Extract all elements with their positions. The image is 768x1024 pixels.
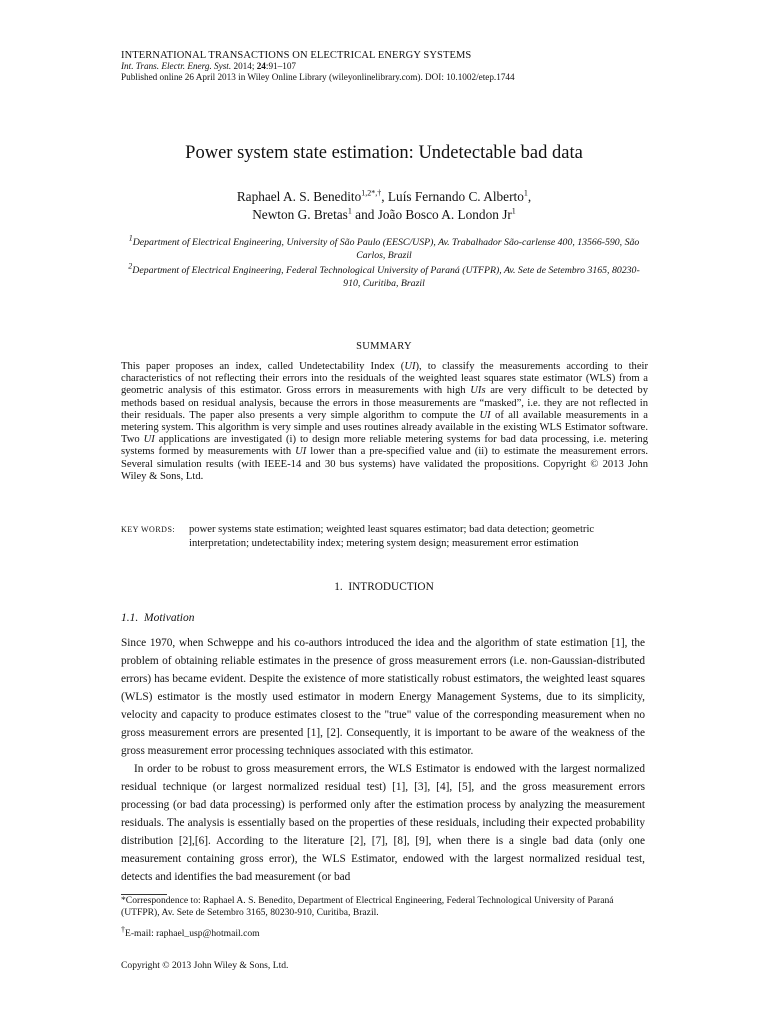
author-conjunction: and (351, 207, 378, 222)
author-affiliation-marker: 1 (511, 206, 516, 216)
section-heading: 1. INTRODUCTION (334, 581, 434, 593)
abstract-fragment: of all available measurements in a metering system. This algorithm is very simple and uses routines already available in the existing WLS Estimator software. Two (121, 409, 649, 446)
abstract-fragment: lower than a pre-specified value and (ii) to estimate the measurement errors. Several simulation results (with IEEE-14 and 30 bus systems) have validated the propositions. Copyright © 2013 John Wiley & Sons, Ltd. (121, 446, 648, 482)
affiliation-marker: 1 (128, 233, 133, 243)
author-affiliation-marker: 1,2*,† (361, 188, 382, 198)
citation-journal: Int. Trans. Electr. Energ. Syst. (121, 61, 232, 71)
author-name: Raphael A. S. Benedito (236, 189, 362, 204)
affiliation-text: Department of Electrical Engineering, University of São Paulo (EESC/USP), Av. Trabalhador São-carlense 400, 13566-590, São Carlos, Brazil (132, 237, 640, 261)
author-name: João Bosco A. London Jr (377, 207, 512, 222)
author-affiliation-marker: 1 (523, 188, 528, 198)
email-footnote (121, 924, 645, 940)
keywords-text: power systems state estimation; weighted least squares estimator; bad data detection; geometric interpretation; undetectability index; metering system design; measurement error estimation (189, 524, 595, 549)
affiliation-2 (126, 261, 642, 290)
abstract-term: UI (479, 409, 491, 421)
paper-title: Power system state estimation: Undetectable bad data (185, 143, 583, 163)
abstract-term: UI (295, 446, 307, 458)
affiliation-text: Department of Electrical Engineering, Federal Technological University of Paraná (UTFPR), Av. Sete de Setembro 3165, 80230-910, Curitiba, Brazil (132, 265, 640, 289)
abstract-text (121, 361, 648, 483)
abstract-term: UI (143, 434, 155, 446)
author-affiliation-marker: 1 (347, 206, 352, 216)
author-line-2 (0, 206, 768, 224)
citation-volume: 24 (256, 61, 266, 71)
abstract-fragment: applications are investigated (i) to design more reliable metering systems for bad data processing, i.e. metering systems formed by measurements with (121, 434, 648, 458)
affiliation-1 (126, 233, 642, 262)
keywords-label: KEY WORDS: (121, 525, 176, 534)
author-name: , Luís Fernando C. Alberto (381, 189, 524, 204)
email-text: E-mail: raphael_usp@hotmail.com (125, 928, 260, 940)
journal-name: INTERNATIONAL TRANSACTIONS ON ELECTRICAL ENERGY SYSTEMS (121, 50, 472, 61)
citation-pages: :91–107 (265, 61, 297, 71)
affiliation-marker: 2 (128, 261, 133, 271)
subsection-heading: 1.1. Motivation (121, 612, 195, 624)
abstract-fragment: This paper proposes an index, called Undetectability Index ( (121, 361, 405, 372)
copyright-notice: Copyright © 2013 John Wiley & Sons, Ltd. (121, 960, 289, 971)
correspondence-footnote: *Correspondence to: Raphael A. S. Benedito, Department of Electrical Engineering, Federal Technological University of Paraná (UTFPR), Av. Sete de Setembro 3165, 80230-910, Curitiba, Brazil. (121, 895, 614, 918)
abstract-fragment: are very difficult to be detected by methods based on residual analysis, because the errors in those measurements are “masked”, i.e. they are not reflected in their residuals. The paper also presents a very simple algorithm to compute the (121, 385, 648, 421)
author-line-1 (0, 188, 768, 206)
journal-citation (121, 61, 661, 72)
body-paragraph-1: Since 1970, when Schweppe and his co-authors introduced the idea and the algorithm of state estimation [1], the problem of obtaining reliable estimates in the presence of gross measurement errors (i.e. non-Gaussian-distributed errors) has became evident. Despite the existence of more statistically robust estimators, the weighted least squares (WLS) estimator is the mostly used estimator in modern Energy Management Systems, due to its simplicity, velocity and capacity to produce estimates closest to the "true" value of the corresponding measurement when no gross measurement errors are presented [1], [2]. Consequently, it is important to be aware of the weakness of the gross measurement error processing techniques associated with this estimator. (121, 637, 645, 757)
summary-heading: SUMMARY (356, 341, 412, 352)
published-line: Published online 26 April 2013 in Wiley Online Library (wileyonlinelibrary.com). DOI: 10.1002/etep.1744 (121, 72, 515, 82)
citation-year: 2014; (233, 61, 255, 71)
journal-header (121, 50, 661, 83)
author-separator: , (527, 189, 532, 204)
abstract-term: UIs (470, 385, 486, 397)
email-footnote-marker: † (121, 925, 125, 934)
author-name: Newton G. Bretas (252, 207, 348, 222)
abstract-fragment: ), to classify the measurements according to their characteristics of not reflecting their errors into the residuals of the weighted least squares state estimator (WLS) from a geometric analysis of this estimator. Gross errors in measurements with high (121, 361, 648, 397)
abstract-term: UI (404, 361, 416, 372)
author-list (0, 188, 768, 224)
body-paragraph-2: In order to be robust to gross measurement errors, the WLS Estimator is endowed with the largest normalized residual technique (or largest normalized residual test) [1], [3], [4], [5], and the gross measurement errors processing (or bad data processing) is performed only after the estimation process by analyzing the measurement residuals. The analysis is essentially based on the properties of these residuals, including their expected probability distribution [2],[6]. According to the literature [2], [7], [8], [9], when there is a single bad data (only one measurement containing gross error), the WLS Estimator, endowed with the largest normalized residual test, detects and identifies the bad measurement (or bad (121, 763, 645, 883)
